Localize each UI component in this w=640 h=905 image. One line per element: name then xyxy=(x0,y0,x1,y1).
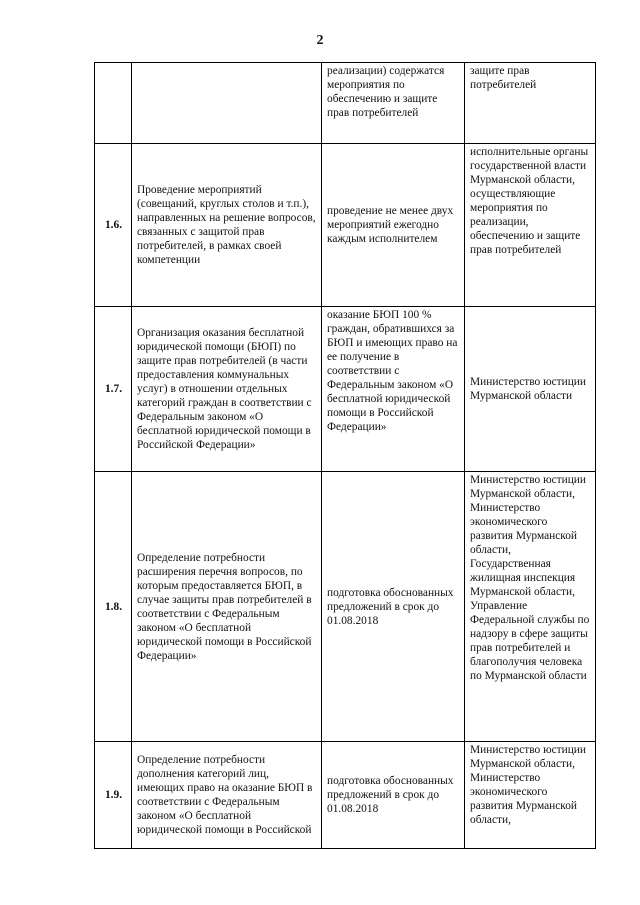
executor: Министерство юстиции Мурманской области, Министерство экономического развития Мурманской области, Государственная жилищная инспекция Мурманской области, Управление Федеральной службы по надзору в сфере защиты прав потребителей и благополучия человека по Мурманской области xyxy=(465,472,596,742)
row-number: 1.7. xyxy=(95,307,132,472)
measures-table xyxy=(94,62,596,849)
row-number xyxy=(95,63,132,144)
table-row xyxy=(95,742,596,849)
measure-name: Проведение мероприятий (совещаний, круглых столов и т.п.), направленных на решение вопросов, связанных с защитой прав потребителей, в рамках своей компетенции xyxy=(132,144,322,307)
measure-name xyxy=(132,63,322,144)
executor: исполнительные органы государственной власти Мурманской области, осуществляющие мероприятия по реализации, обеспечению и защите прав потребителей xyxy=(465,144,596,307)
page-number: 2 xyxy=(316,33,324,48)
executor: защите прав потребителей xyxy=(465,63,596,144)
expected-result: реализации) содержатся мероприятия по обеспечению и защите прав потребителей xyxy=(322,63,465,144)
executor: Министерство юстиции Мурманской области xyxy=(465,307,596,472)
row-number: 1.6. xyxy=(95,144,132,307)
executor: Министерство юстиции Мурманской области, Министерство экономического развития Мурманской области, xyxy=(465,742,596,849)
measure-name: Определение потребности расширения перечня вопросов, по которым предоставляется БЮП, в случае защиты прав потребителей в соответствии с Федеральным законом «О бесплатной юридической помощи в Российской Федерации» xyxy=(132,472,322,742)
measure-name: Организация оказания бесплатной юридической помощи (БЮП) по защите прав потребителей (в части предоставления коммунальных услуг) в отношении отдельных категорий граждан в соответствии с Федеральным законом «О бесплатной юридической помощи в Российской Федерации» xyxy=(132,307,322,472)
table-row xyxy=(95,144,596,307)
table-row xyxy=(95,63,596,144)
table-row xyxy=(95,472,596,742)
expected-result: оказание БЮП 100 % граждан, обратившихся за БЮП и имеющих право на ее получение в соответствии с Федеральным законом «О бесплатной юридической помощи в Российской Федерации» xyxy=(322,307,465,472)
row-number: 1.8. xyxy=(95,472,132,742)
measure-name: Определение потребности дополнения категорий лиц, имеющих право на оказание БЮП в соответствии с Федеральным законом «О бесплатной юридической помощи в Российской xyxy=(132,742,322,849)
table-row xyxy=(95,307,596,472)
expected-result: подготовка обоснованных предложений в срок до 01.08.2018 xyxy=(322,472,465,742)
row-number: 1.9. xyxy=(95,742,132,849)
expected-result: проведение не менее двух мероприятий ежегодно каждым исполнителем xyxy=(322,144,465,307)
expected-result: подготовка обоснованных предложений в срок до 01.08.2018 xyxy=(322,742,465,849)
